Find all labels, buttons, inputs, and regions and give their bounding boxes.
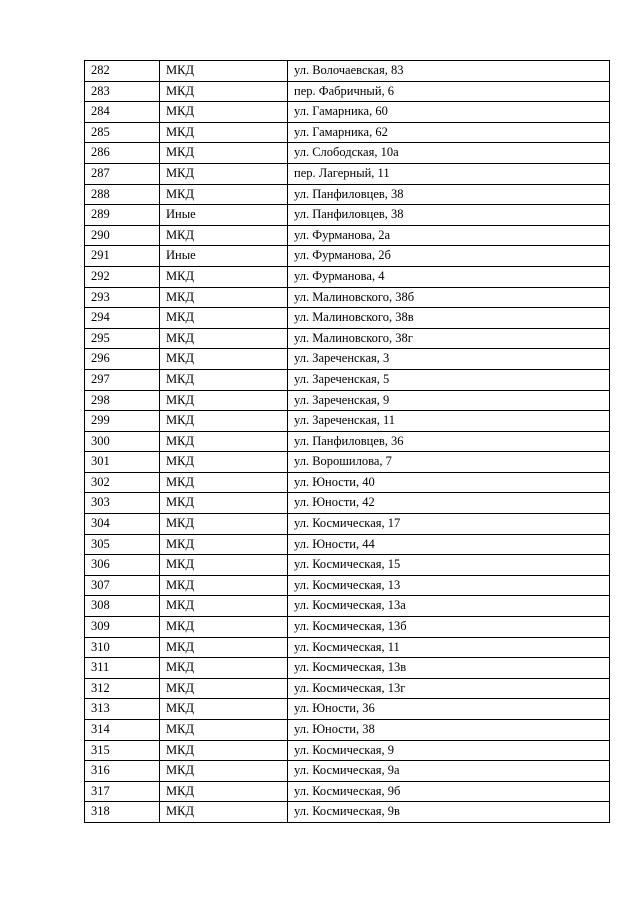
table-row [85,246,610,267]
address-cell: ул. Малиновского, 38г [288,328,610,349]
table-row [85,658,610,679]
object-type-cell: МКД [160,761,288,782]
object-type-cell: МКД [160,699,288,720]
table-row [85,637,610,658]
row-number-cell: 311 [85,658,160,679]
table-row [85,308,610,329]
row-number-cell: 318 [85,802,160,823]
row-number-cell: 305 [85,534,160,555]
object-type-cell: МКД [160,493,288,514]
table-row [85,575,610,596]
table-row [85,390,610,411]
address-cell: ул. Космическая, 11 [288,637,610,658]
row-number-cell: 296 [85,349,160,370]
row-number-cell: 306 [85,555,160,576]
row-number-cell: 314 [85,720,160,741]
table-row [85,555,610,576]
table-row [85,678,610,699]
object-type-cell: МКД [160,122,288,143]
table-row [85,349,610,370]
object-type-cell: МКД [160,184,288,205]
table-row [85,761,610,782]
row-number-cell: 304 [85,514,160,535]
row-number-cell: 309 [85,617,160,638]
row-number-cell: 310 [85,637,160,658]
object-type-cell: МКД [160,514,288,535]
table-row [85,452,610,473]
object-type-cell: МКД [160,328,288,349]
object-type-cell: МКД [160,390,288,411]
table-row [85,225,610,246]
object-type-cell: МКД [160,678,288,699]
address-cell: ул. Космическая, 13б [288,617,610,638]
row-number-cell: 290 [85,225,160,246]
row-number-cell: 285 [85,122,160,143]
object-type-cell: МКД [160,143,288,164]
table-row [85,205,610,226]
table-row [85,514,610,535]
address-cell: ул. Зареченская, 3 [288,349,610,370]
row-number-cell: 291 [85,246,160,267]
address-cell: ул. Волочаевская, 83 [288,61,610,82]
address-cell: ул. Фурманова, 2а [288,225,610,246]
table-row [85,802,610,823]
address-cell: ул. Фурманова, 4 [288,266,610,287]
object-type-cell: МКД [160,740,288,761]
address-cell: ул. Панфиловцев, 38 [288,205,610,226]
row-number-cell: 283 [85,81,160,102]
table-body [85,61,610,823]
row-number-cell: 316 [85,761,160,782]
address-cell: ул. Панфиловцев, 38 [288,184,610,205]
address-cell: ул. Гамарника, 60 [288,102,610,123]
object-type-cell: МКД [160,802,288,823]
address-cell: ул. Малиновского, 38в [288,308,610,329]
row-number-cell: 315 [85,740,160,761]
table-row [85,122,610,143]
object-type-cell: МКД [160,411,288,432]
row-number-cell: 300 [85,431,160,452]
object-type-cell: МКД [160,617,288,638]
table-row [85,328,610,349]
table-row [85,81,610,102]
address-cell: ул. Панфиловцев, 36 [288,431,610,452]
table-row [85,617,610,638]
table-row [85,699,610,720]
object-type-cell: МКД [160,596,288,617]
object-type-cell: МКД [160,61,288,82]
address-cell: ул. Космическая, 15 [288,555,610,576]
address-cell: ул. Космическая, 9в [288,802,610,823]
row-number-cell: 298 [85,390,160,411]
row-number-cell: 289 [85,205,160,226]
table-row [85,493,610,514]
table-row [85,369,610,390]
row-number-cell: 282 [85,61,160,82]
address-table [84,60,610,823]
address-cell: ул. Юности, 36 [288,699,610,720]
row-number-cell: 308 [85,596,160,617]
table-row [85,781,610,802]
object-type-cell: МКД [160,163,288,184]
address-cell: пер. Фабричный, 6 [288,81,610,102]
object-type-cell: МКД [160,472,288,493]
row-number-cell: 284 [85,102,160,123]
address-cell: ул. Космическая, 9а [288,761,610,782]
address-cell: ул. Зареченская, 11 [288,411,610,432]
object-type-cell: МКД [160,349,288,370]
object-type-cell: МКД [160,266,288,287]
address-cell: ул. Малиновского, 38б [288,287,610,308]
row-number-cell: 313 [85,699,160,720]
address-cell: ул. Космическая, 9 [288,740,610,761]
object-type-cell: МКД [160,452,288,473]
object-type-cell: МКД [160,308,288,329]
address-cell: ул. Космическая, 13 [288,575,610,596]
object-type-cell: МКД [160,287,288,308]
table-row [85,266,610,287]
object-type-cell: Иные [160,246,288,267]
row-number-cell: 295 [85,328,160,349]
address-cell: пер. Лагерный, 11 [288,163,610,184]
address-cell: ул. Зареченская, 9 [288,390,610,411]
table-row [85,411,610,432]
table-row [85,61,610,82]
address-cell: ул. Юности, 40 [288,472,610,493]
object-type-cell: МКД [160,575,288,596]
object-type-cell: МКД [160,102,288,123]
address-cell: ул. Космическая, 13а [288,596,610,617]
table-row [85,102,610,123]
object-type-cell: МКД [160,225,288,246]
address-cell: ул. Юности, 42 [288,493,610,514]
row-number-cell: 299 [85,411,160,432]
row-number-cell: 302 [85,472,160,493]
address-cell: ул. Гамарника, 62 [288,122,610,143]
table-row [85,596,610,617]
row-number-cell: 286 [85,143,160,164]
row-number-cell: 293 [85,287,160,308]
row-number-cell: 288 [85,184,160,205]
table-row [85,184,610,205]
row-number-cell: 297 [85,369,160,390]
address-cell: ул. Ворошилова, 7 [288,452,610,473]
table-row [85,740,610,761]
object-type-cell: Иные [160,205,288,226]
table-row [85,287,610,308]
address-cell: ул. Слободская, 10а [288,143,610,164]
address-cell: ул. Космическая, 9б [288,781,610,802]
address-cell: ул. Космическая, 13г [288,678,610,699]
row-number-cell: 292 [85,266,160,287]
row-number-cell: 301 [85,452,160,473]
address-cell: ул. Космическая, 13в [288,658,610,679]
object-type-cell: МКД [160,658,288,679]
row-number-cell: 312 [85,678,160,699]
row-number-cell: 307 [85,575,160,596]
table-row [85,720,610,741]
table-row [85,143,610,164]
table-row [85,472,610,493]
table-row [85,431,610,452]
object-type-cell: МКД [160,534,288,555]
row-number-cell: 287 [85,163,160,184]
row-number-cell: 294 [85,308,160,329]
row-number-cell: 317 [85,781,160,802]
table-row [85,163,610,184]
object-type-cell: МКД [160,431,288,452]
address-cell: ул. Фурманова, 2б [288,246,610,267]
object-type-cell: МКД [160,555,288,576]
address-cell: ул. Юности, 38 [288,720,610,741]
address-cell: ул. Зареченская, 5 [288,369,610,390]
address-cell: ул. Юности, 44 [288,534,610,555]
object-type-cell: МКД [160,81,288,102]
object-type-cell: МКД [160,637,288,658]
object-type-cell: МКД [160,369,288,390]
table-row [85,534,610,555]
address-cell: ул. Космическая, 17 [288,514,610,535]
object-type-cell: МКД [160,720,288,741]
object-type-cell: МКД [160,781,288,802]
row-number-cell: 303 [85,493,160,514]
